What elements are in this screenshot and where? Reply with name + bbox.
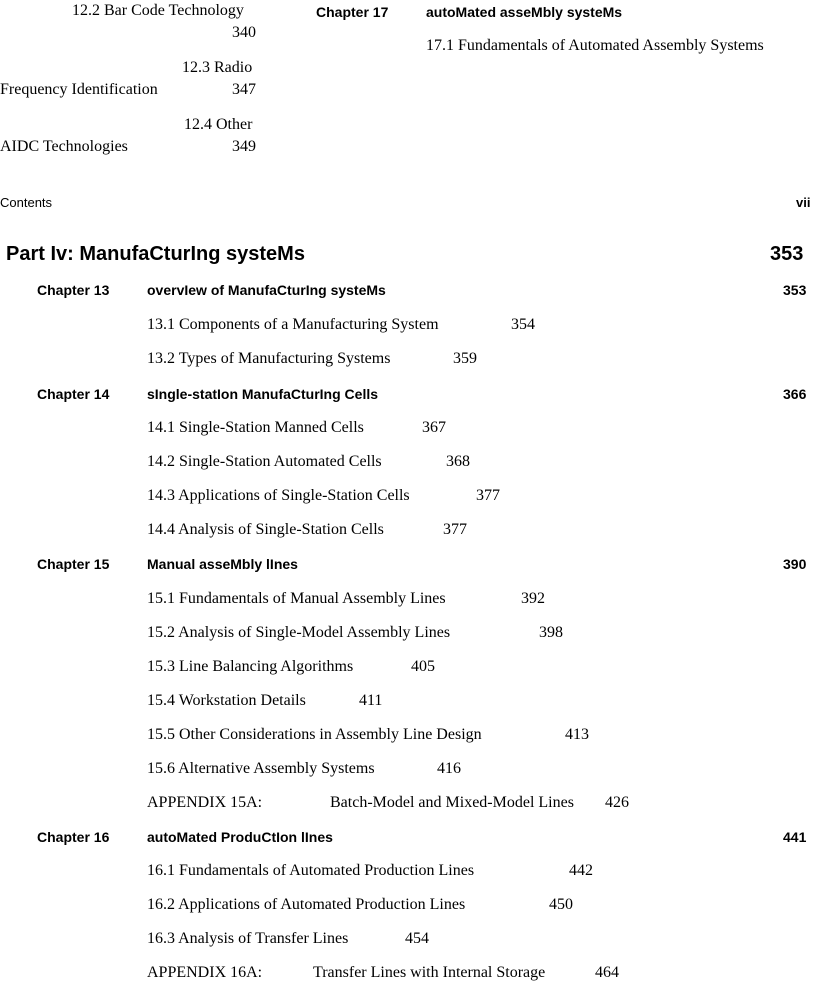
chapter-16-label: Chapter 16 bbox=[37, 829, 110, 845]
appendix-15a-label: APPENDIX 15A: bbox=[147, 794, 263, 811]
appendix-16a-label: APPENDIX 16A: bbox=[147, 964, 263, 981]
part-title: Part Iv: ManufaCturIng systeMs bbox=[6, 243, 305, 265]
toc-entry-16-3-page: 454 bbox=[405, 930, 429, 947]
toc-entry-15-2-page: 398 bbox=[539, 624, 563, 641]
toc-entry-15-4-title: 15.4 Workstation Details bbox=[147, 692, 306, 709]
toc-entry-12-2-title: 12.2 Bar Code Technology bbox=[72, 2, 244, 19]
toc-entry-15-3-title: 15.3 Line Balancing Algorithms bbox=[147, 658, 354, 675]
appendix-16a-title: Transfer Lines with Internal Storage bbox=[313, 964, 546, 981]
toc-entry-16-2-title: 16.2 Applications of Automated Production Lines bbox=[147, 896, 466, 913]
toc-entry-16-3-title: 16.3 Analysis of Transfer Lines bbox=[147, 930, 349, 947]
toc-entry-14-2-page: 368 bbox=[446, 453, 470, 470]
toc-entry-15-1-title: 15.1 Fundamentals of Manual Assembly Lines bbox=[147, 590, 446, 607]
toc-entry-15-6-page: 416 bbox=[437, 760, 461, 777]
chapter-13-page: 353 bbox=[783, 282, 807, 298]
chapter-17-label: Chapter 17 bbox=[316, 4, 389, 20]
chapter-14-label: Chapter 14 bbox=[37, 386, 110, 402]
toc-entry-12-3-title-line2: Frequency Identification bbox=[0, 81, 158, 98]
toc-entry-12-4-title-line1: 12.4 Other bbox=[184, 116, 253, 133]
chapter-15-page: 390 bbox=[783, 556, 807, 572]
toc-entry-16-2-page: 450 bbox=[549, 896, 573, 913]
toc-entry-15-2-title: 15.2 Analysis of Single-Model Assembly Lines bbox=[147, 624, 451, 641]
toc-entry-12-3-title-line1: 12.3 Radio bbox=[182, 59, 253, 76]
running-header-page-number: vii bbox=[796, 195, 811, 210]
toc-entry-16-1-title: 16.1 Fundamentals of Automated Production Lines bbox=[147, 862, 475, 879]
toc-entry-14-1-page: 367 bbox=[422, 419, 446, 436]
toc-entry-15-4-page: 411 bbox=[359, 692, 383, 709]
toc-entry-14-1-title: 14.1 Single-Station Manned Cells bbox=[147, 419, 364, 436]
toc-entry-13-1-page: 354 bbox=[511, 316, 535, 333]
toc-entry-14-4-title: 14.4 Analysis of Single-Station Cells bbox=[147, 521, 384, 538]
chapter-17-title: autoMated asseMbly systeMs bbox=[426, 4, 623, 20]
toc-entry-14-4-page: 377 bbox=[443, 521, 467, 538]
chapter-14-page: 366 bbox=[783, 386, 807, 402]
toc-entry-14-2-title: 14.2 Single-Station Automated Cells bbox=[147, 453, 382, 470]
toc-entry-13-2-page: 359 bbox=[453, 350, 477, 367]
running-header-left: Contents bbox=[0, 195, 53, 210]
toc-entry-15-5-title: 15.5 Other Considerations in Assembly Line Design bbox=[147, 726, 482, 743]
chapter-13-label: Chapter 13 bbox=[37, 282, 110, 298]
chapter-13-title: overvIew of ManufaCturIng systeMs bbox=[147, 282, 386, 298]
toc-entry-15-6-title: 15.6 Alternative Assembly Systems bbox=[147, 760, 375, 777]
toc-entry-14-3-page: 377 bbox=[476, 487, 500, 504]
toc-entry-12-4-page: 349 bbox=[232, 138, 256, 155]
part-page: 353 bbox=[770, 243, 804, 265]
chapter-16-title: autoMated ProduCtIon lInes bbox=[147, 829, 333, 845]
toc-entry-12-4-title-line2: AIDC Technologies bbox=[0, 138, 128, 155]
chapter-16-page: 441 bbox=[783, 829, 807, 845]
chapter-15-label: Chapter 15 bbox=[37, 556, 110, 572]
toc-entry-12-2-page: 340 bbox=[232, 24, 256, 41]
appendix-15a-title: Batch-Model and Mixed-Model Lines bbox=[330, 794, 574, 811]
chapter-15-title: Manual asseMbly lInes bbox=[147, 556, 298, 572]
appendix-15a-page: 426 bbox=[605, 794, 629, 811]
toc-entry-14-3-title: 14.3 Applications of Single-Station Cells bbox=[147, 487, 410, 504]
toc-entry-15-3-page: 405 bbox=[411, 658, 435, 675]
toc-entry-12-3-page: 347 bbox=[232, 81, 256, 98]
toc-entry-17-1-title: 17.1 Fundamentals of Automated Assembly Systems bbox=[426, 37, 764, 54]
toc-entry-15-5-page: 413 bbox=[565, 726, 589, 743]
appendix-16a-page: 464 bbox=[595, 964, 619, 981]
toc-entry-13-1-title: 13.1 Components of a Manufacturing System bbox=[147, 316, 439, 333]
toc-entry-16-1-page: 442 bbox=[569, 862, 593, 879]
toc-entry-15-1-page: 392 bbox=[521, 590, 545, 607]
toc-entry-13-2-title: 13.2 Types of Manufacturing Systems bbox=[147, 350, 391, 367]
chapter-14-title: sIngle-statIon ManufaCturIng Cells bbox=[147, 386, 379, 402]
